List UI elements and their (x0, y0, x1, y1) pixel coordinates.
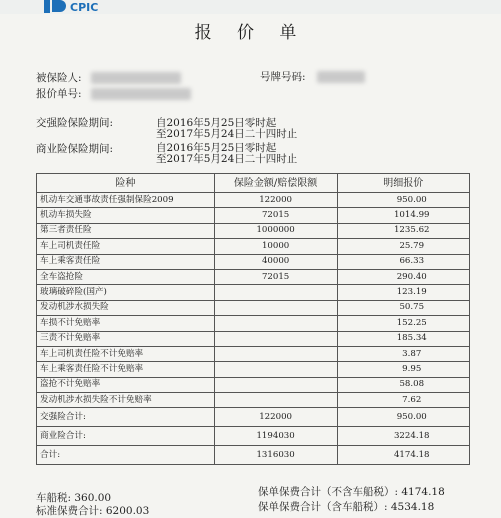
plate-label: 号牌号码: (260, 71, 306, 83)
sum-insured-cell: 72015 (214, 208, 337, 223)
premium-cell: 3224.18 (337, 427, 470, 446)
coverage-cell: 机动车交通事故责任强制保险2009 (37, 193, 215, 208)
coverage-cell: 交强险合计: (37, 408, 215, 427)
coverage-cell: 发动机涉水损失险不计免赔率 (37, 393, 215, 408)
premium-cell: 123.19 (337, 285, 470, 300)
premium-cell: 950.00 (337, 193, 470, 208)
total-row (37, 446, 470, 465)
insured-row (36, 70, 181, 85)
sum-insured-cell: 1194030 (214, 427, 337, 446)
coverage-cell: 商业险合计: (37, 427, 215, 446)
sum-insured-cell (214, 362, 337, 377)
sum-insured-cell (214, 346, 337, 361)
sum-insured-cell (214, 377, 337, 392)
table-row (37, 346, 470, 361)
compulsory-period-to: 至2017年5月24日二十四时止 (156, 128, 298, 140)
coverage-cell: 车上乘客责任险 (37, 254, 215, 269)
sum-insured-cell: 1316030 (214, 446, 337, 465)
sum-insured-cell (214, 331, 337, 346)
table-row (37, 377, 470, 392)
quote-table (36, 173, 470, 465)
compulsory-period-from: 自2016年5月25日零时起 (156, 117, 277, 129)
coverage-cell: 发动机涉水损失险 (37, 300, 215, 315)
table-row (37, 285, 470, 300)
company-logo (44, 0, 104, 14)
insured-redacted (91, 72, 181, 84)
premium-cell: 58.08 (337, 377, 470, 392)
premium-cell: 25.79 (337, 239, 470, 254)
sum-insured-cell (214, 285, 337, 300)
table-row (37, 239, 470, 254)
table-row (37, 362, 470, 377)
header-sum-insured: 保险金额/赔偿限额 (214, 174, 337, 193)
premium-cell: 4174.18 (337, 446, 470, 465)
coverage-cell: 第三者责任险 (37, 223, 215, 238)
table-row (37, 393, 470, 408)
table-row (37, 193, 470, 208)
coverage-cell: 玻璃破碎险(国产) (37, 285, 215, 300)
sum-insured-cell (214, 300, 337, 315)
quote-no-label: 报价单号: (36, 88, 82, 100)
header-coverage: 险种 (37, 174, 215, 193)
standard-premium-total: 标准保费合计: 6200.03 (36, 505, 150, 517)
table-row (37, 269, 470, 284)
page-title: 报 价 单 (194, 23, 307, 43)
premium-cell: 1235.62 (337, 223, 470, 238)
table-row (37, 331, 470, 346)
coverage-cell: 车上司机责任险 (37, 239, 215, 254)
coverage-cell: 车上乘客责任险不计免赔率 (37, 362, 215, 377)
commercial-period-to: 至2017年5月24日二十四时止 (156, 153, 298, 165)
premium-cell: 185.34 (337, 331, 470, 346)
quote-no-row (36, 86, 191, 101)
coverage-cell: 合计: (37, 446, 215, 465)
sum-insured-cell: 122000 (214, 408, 337, 427)
header-premium: 明细报价 (337, 174, 470, 193)
premium-cell: 950.00 (337, 408, 470, 427)
premium-cell: 7.62 (337, 393, 470, 408)
sum-insured-cell (214, 316, 337, 331)
quote-no-redacted (91, 88, 191, 100)
table-row (37, 300, 470, 315)
sum-insured-cell: 122000 (214, 193, 337, 208)
vehicle-tax: 车船税: 360.00 (36, 492, 112, 504)
premium-cell: 152.25 (337, 316, 470, 331)
compulsory-period-label: 交强险保险期间: (36, 117, 114, 129)
premium-total-incl-tax: 保单保费合计（含车船税）: 4534.18 (258, 501, 435, 513)
table-row (37, 223, 470, 238)
coverage-cell: 机动车损失险 (37, 208, 215, 223)
sum-insured-cell: 1000000 (214, 223, 337, 238)
sum-insured-cell: 40000 (214, 254, 337, 269)
sum-insured-cell (214, 393, 337, 408)
total-row (37, 408, 470, 427)
premium-cell: 50.75 (337, 300, 470, 315)
table-header-row (37, 174, 470, 193)
plate-row (260, 69, 365, 84)
coverage-cell: 盗抢不计免赔率 (37, 377, 215, 392)
sum-insured-cell: 10000 (214, 239, 337, 254)
plate-redacted (317, 71, 365, 83)
premium-cell: 1014.99 (337, 208, 470, 223)
commercial-period-label: 商业险保险期间: (36, 143, 114, 155)
svg-text:CPIC: CPIC (70, 1, 99, 14)
commercial-period-from: 自2016年5月25日零时起 (156, 142, 277, 154)
premium-total-excl-tax: 保单保费合计（不含车船税）: 4174.18 (258, 486, 445, 498)
premium-cell: 9.95 (337, 362, 470, 377)
table-row (37, 254, 470, 269)
table-row (37, 316, 470, 331)
coverage-cell: 车上司机责任险不计免赔率 (37, 346, 215, 361)
table-row (37, 208, 470, 223)
premium-cell: 290.40 (337, 269, 470, 284)
insured-label: 被保险人: (36, 72, 82, 84)
premium-cell: 3.87 (337, 346, 470, 361)
sum-insured-cell: 72015 (214, 269, 337, 284)
total-row (37, 427, 470, 446)
coverage-cell: 三责不计免赔率 (37, 331, 215, 346)
coverage-cell: 全车盗抢险 (37, 269, 215, 284)
premium-cell: 66.33 (337, 254, 470, 269)
coverage-cell: 车损不计免赔率 (37, 316, 215, 331)
